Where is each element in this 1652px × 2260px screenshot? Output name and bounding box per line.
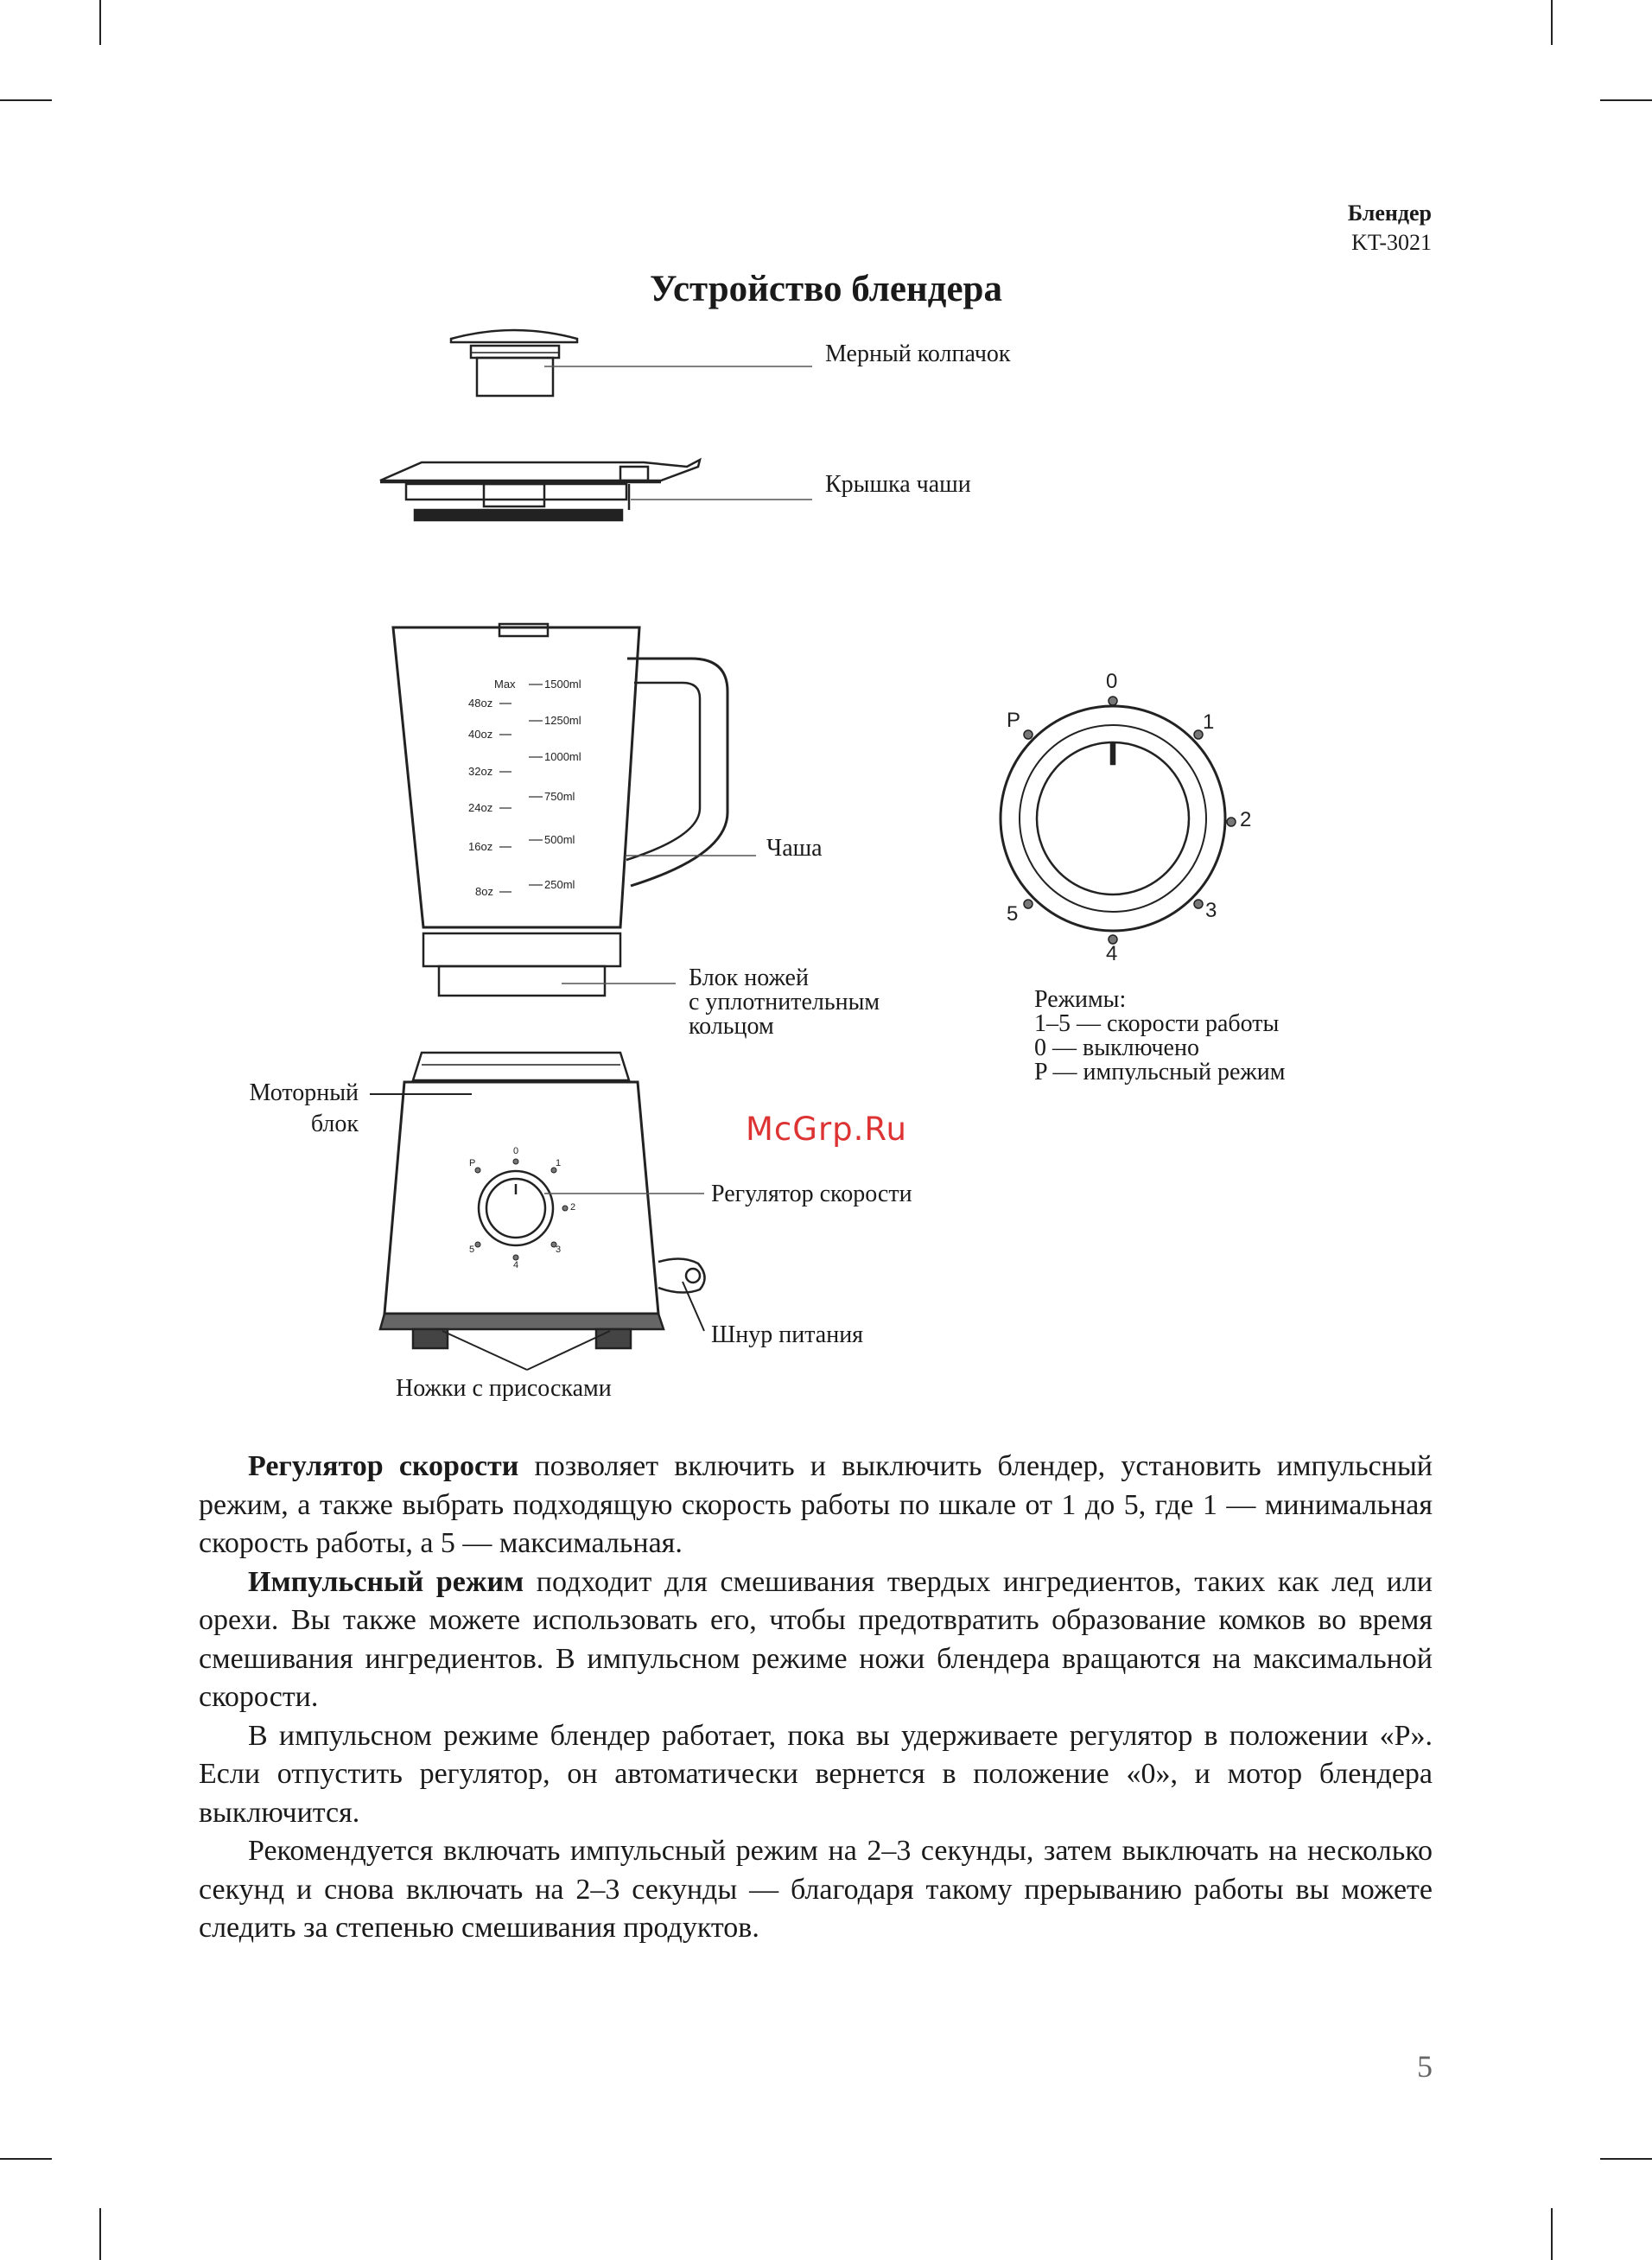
label-speed-regulator: Регулятор скорости — [711, 1181, 912, 1207]
dial-label-2: 2 — [1240, 808, 1252, 831]
paragraph-bold: Импульсный режим — [248, 1565, 524, 1598]
dial-label-p: P — [1007, 709, 1021, 732]
scale-ml: 750ml — [544, 790, 575, 803]
base-dial-label-4: 4 — [513, 1260, 519, 1270]
scale-ml: 250ml — [544, 878, 575, 891]
crop-mark — [1600, 2158, 1652, 2160]
label-jug: Чаша — [766, 835, 823, 862]
feet-leader-r — [527, 1331, 610, 1370]
dial-label-5: 5 — [1007, 902, 1019, 926]
paragraph-text: В импульсном режиме блендер работает, пока вы удерживаете регулятор в положении «P». Если отпустить регулятор, он автоматически вернется в положение «0», и мотор блендера выключится. — [199, 1719, 1433, 1829]
paragraph — [199, 1717, 1433, 1833]
label-blade-line2: с уплотнительным — [689, 989, 880, 1015]
crop-mark — [0, 2158, 52, 2160]
modes-line3: P — импульсный режим — [1034, 1059, 1286, 1085]
header-model: KT-3021 — [1351, 230, 1432, 255]
speed-dial-drawing — [1001, 706, 1225, 931]
paragraph-text: подходит для смешивания твердых ингредиентов, таких как лед или орехи. Вы также можете использовать его, чтобы предотвратить образование комков во время смешивания ингредиентов. В импульсном режиме ножи блендера вращаются на максимальной скорости. — [199, 1565, 1433, 1713]
label-motor-line1: Моторный — [249, 1079, 359, 1106]
scale-oz: 24oz — [468, 801, 493, 814]
paragraph — [199, 1832, 1433, 1948]
scale-oz: 16oz — [468, 840, 493, 853]
lid-drawing — [380, 460, 700, 520]
label-blade-line3: кольцом — [689, 1013, 774, 1040]
scale-oz: 32oz — [468, 765, 493, 778]
crop-mark — [99, 2208, 101, 2260]
crop-mark — [1551, 2208, 1553, 2260]
dial-label-0: 0 — [1106, 670, 1118, 693]
base-dial-label-2: 2 — [570, 1202, 576, 1213]
label-motor-line2: блок — [310, 1111, 359, 1137]
label-power-cord: Шнур питания — [711, 1321, 864, 1348]
label-feet: Ножки с присосками — [396, 1375, 612, 1402]
paragraph-text: позволяет включить и выключить блендер, установить импульсный режим, а также выбрать подходящую скорость работы по шкале от 1 до 5, где 1 — минимальная скорость работы, а 5 — максимальная. — [199, 1450, 1433, 1559]
page-number: 5 — [1417, 2049, 1433, 2084]
scale-oz: 8oz — [475, 885, 493, 898]
scale-ml: 1500ml — [544, 678, 581, 691]
scale-ml: 500ml — [544, 833, 575, 846]
scale-ml: 1250ml — [544, 714, 581, 727]
paragraph-text: Рекомендуется включать импульсный режим на 2–3 секунды, затем выключать на несколько секунд и снова включать на 2–3 секунды — благодаря такому прерыванию работы вы можете следить за степенью смешивания продуктов. — [199, 1835, 1433, 1944]
label-measuring-cap: Мерный колпачок — [825, 341, 1011, 367]
scale-oz: 40oz — [468, 728, 493, 741]
base-dial-label-5: 5 — [469, 1245, 475, 1255]
scale-oz: 48oz — [468, 697, 493, 710]
scale-ml: 1000ml — [544, 750, 581, 763]
body-text — [199, 1448, 1433, 1948]
measuring-cap-drawing — [451, 330, 577, 396]
base-dial-label-1: 1 — [556, 1158, 562, 1168]
motor-base-drawing — [380, 1053, 705, 1348]
page-title: Устройство блендера — [650, 269, 1002, 309]
paragraph-bold: Регулятор скорости — [248, 1450, 519, 1482]
header-product: Блендер — [1347, 201, 1432, 226]
paragraph — [199, 1448, 1433, 1563]
dial-label-4: 4 — [1106, 942, 1118, 965]
base-dial-label-p: P — [469, 1158, 476, 1168]
label-lid: Крышка чаши — [825, 471, 971, 498]
watermark: McGrp.Ru — [746, 1111, 907, 1148]
paragraph — [199, 1563, 1433, 1717]
feet-leader-l — [442, 1331, 527, 1370]
modes-title: Режимы: — [1034, 986, 1127, 1013]
scale-oz: Max — [494, 678, 516, 691]
modes-line2: 0 — выключено — [1034, 1035, 1199, 1061]
dial-label-3: 3 — [1205, 899, 1217, 922]
label-blade-line1: Блок ножей — [689, 964, 809, 991]
modes-line1: 1–5 — скорости работы — [1034, 1010, 1280, 1037]
dial-label-1: 1 — [1203, 710, 1215, 734]
base-dial-label-3: 3 — [556, 1245, 562, 1255]
base-dial-label-0: 0 — [513, 1146, 519, 1156]
